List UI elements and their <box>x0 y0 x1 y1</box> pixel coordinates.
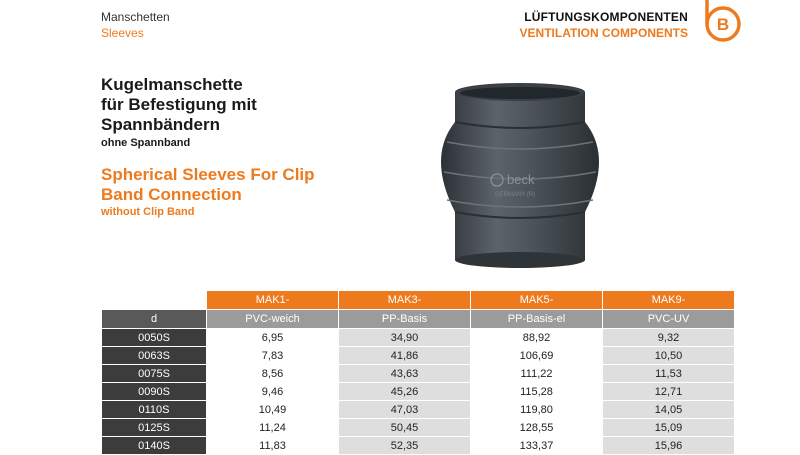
table-row <box>102 365 735 383</box>
table-cell: 106,69 <box>471 347 603 365</box>
product-image <box>425 72 615 277</box>
table-cell: 9,46 <box>207 383 339 401</box>
product-brand-sub: GERMANY (R) <box>495 192 536 198</box>
category-de: Manschetten <box>101 10 170 24</box>
table-row <box>102 419 735 437</box>
table-cell: 119,80 <box>471 401 603 419</box>
table-row <box>102 401 735 419</box>
code-header: MAK3- <box>339 291 471 310</box>
table-cell: 9,32 <box>603 329 735 347</box>
table-cell: 128,55 <box>471 419 603 437</box>
product-title-en: Spherical Sleeves For Clip Band Connection <box>101 165 315 204</box>
table-cell: 6,95 <box>207 329 339 347</box>
section-logo-icon <box>696 0 746 44</box>
table-cell: 7,83 <box>207 347 339 365</box>
code-header: MAK1- <box>207 291 339 310</box>
table-row <box>102 329 735 347</box>
table-cell: 45,26 <box>339 383 471 401</box>
row-diameter: 0063S <box>102 347 207 365</box>
table-cell: 15,09 <box>603 419 735 437</box>
table-cell: 11,53 <box>603 365 735 383</box>
table-cell: 12,71 <box>603 383 735 401</box>
table-cell: 43,63 <box>339 365 471 383</box>
table-row <box>102 437 735 455</box>
code-header: MAK5- <box>471 291 603 310</box>
section-heading <box>520 9 688 41</box>
row-diameter: 0050S <box>102 329 207 347</box>
row-diameter: 0125S <box>102 419 207 437</box>
row-diameter: 0090S <box>102 383 207 401</box>
logo-letter: B <box>716 15 730 34</box>
table-cell: 47,03 <box>339 401 471 419</box>
table-cell: 41,86 <box>339 347 471 365</box>
table-row <box>102 383 735 401</box>
table-cell: 14,05 <box>603 401 735 419</box>
table-cell: 88,92 <box>471 329 603 347</box>
table-cell: 11,83 <box>207 437 339 455</box>
table-cell: 34,90 <box>339 329 471 347</box>
table-cell: 115,28 <box>471 383 603 401</box>
diameter-header: d <box>102 310 207 329</box>
table-cell: 15,96 <box>603 437 735 455</box>
table-cell: 111,22 <box>471 365 603 383</box>
material-header: PVC-weich <box>207 310 339 329</box>
product-brand-mark: beck <box>507 172 535 187</box>
row-diameter: 0140S <box>102 437 207 455</box>
material-header: PVC-UV <box>603 310 735 329</box>
code-header: MAK9- <box>603 291 735 310</box>
table-cell: 10,50 <box>603 347 735 365</box>
table-cell: 133,37 <box>471 437 603 455</box>
material-header: PP-Basis-el <box>471 310 603 329</box>
breadcrumb <box>101 9 170 41</box>
section-heading-de: LÜFTUNGSKOMPONENTEN <box>524 10 688 24</box>
product-subtitle-en: without Clip Band <box>101 206 195 218</box>
table-cell: 50,45 <box>339 419 471 437</box>
table-header-materials <box>102 310 735 329</box>
material-header: PP-Basis <box>339 310 471 329</box>
table-header-codes <box>102 291 735 310</box>
table-row <box>102 347 735 365</box>
product-subtitle-de: ohne Spannband <box>101 137 191 149</box>
table-cell: 8,56 <box>207 365 339 383</box>
price-table <box>101 290 735 455</box>
table-cell: 52,35 <box>339 437 471 455</box>
category-en: Sleeves <box>101 26 144 40</box>
row-diameter: 0110S <box>102 401 207 419</box>
table-cell: 11,24 <box>207 419 339 437</box>
product-title-de: Kugelmanschette für Befestigung mit Spannbändern <box>101 75 257 134</box>
table-cell: 10,49 <box>207 401 339 419</box>
section-heading-en: VENTILATION COMPONENTS <box>519 26 688 40</box>
row-diameter: 0075S <box>102 365 207 383</box>
